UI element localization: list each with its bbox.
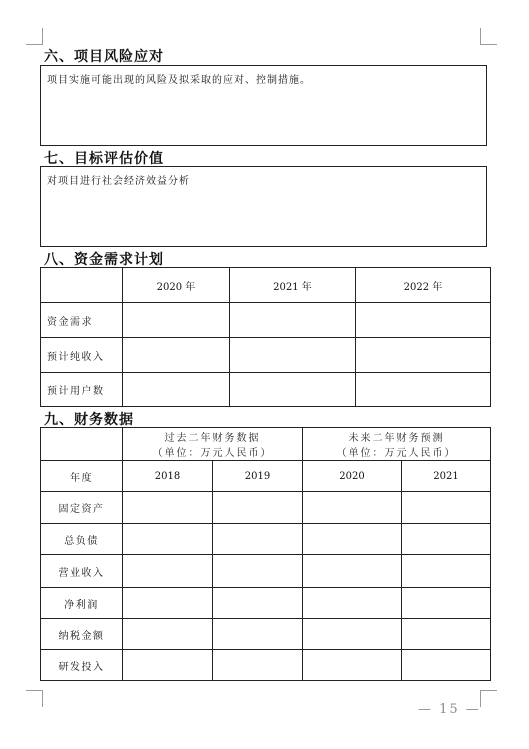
- crop-mark-bottom-left: [26, 690, 43, 707]
- row-label: 固定资产: [41, 492, 123, 524]
- section-6-text: 项目实施可能出现的风险及拟采取的应对、控制措施。: [47, 75, 311, 86]
- table-header-row: [41, 461, 491, 492]
- crop-mark-top-left: [26, 28, 43, 45]
- year-header: 2022 年: [356, 268, 491, 303]
- input-cell[interactable]: [123, 338, 230, 373]
- input-cell[interactable]: [402, 650, 491, 681]
- unit-label: （单位：万元人民币）: [152, 448, 273, 459]
- section-7-text: 对项目进行社会经济效益分析: [47, 176, 190, 187]
- row-label: 预计用户数: [41, 373, 123, 407]
- table-row: [41, 303, 491, 338]
- crop-mark-top-right: [480, 28, 497, 45]
- section-7-heading: 七、目标评估价值: [44, 151, 164, 167]
- year-header: 2020 年: [123, 268, 230, 303]
- year-header: 2019: [213, 461, 303, 492]
- input-cell[interactable]: [356, 303, 491, 338]
- row-label: 研发投入: [41, 650, 123, 681]
- unit-label: （单位：万元人民币）: [336, 448, 457, 459]
- input-cell[interactable]: [213, 555, 303, 588]
- row-label: 营业收入: [41, 555, 123, 588]
- past-group-label: 过去二年财务数据: [164, 433, 261, 444]
- row-label: 预计纯收入: [41, 338, 123, 373]
- table-row: [41, 650, 491, 681]
- row-label: 纳税金额: [41, 619, 123, 650]
- input-cell[interactable]: [123, 373, 230, 407]
- table-row: [41, 338, 491, 373]
- year-header: 2021: [402, 461, 491, 492]
- section-9-heading: 九、财务数据: [44, 412, 134, 428]
- section-7-textbox[interactable]: [40, 166, 487, 247]
- year-header: 2018: [123, 461, 213, 492]
- table-row: [41, 524, 491, 555]
- funding-plan-table: [40, 267, 491, 407]
- section-8-heading: 八、资金需求计划: [44, 252, 164, 268]
- section-6-textbox[interactable]: [40, 65, 487, 146]
- input-cell[interactable]: [303, 524, 402, 555]
- input-cell[interactable]: [303, 619, 402, 650]
- year-label: 年度: [41, 461, 123, 492]
- input-cell[interactable]: [123, 619, 213, 650]
- table-corner-cell: [41, 268, 123, 303]
- input-cell[interactable]: [402, 588, 491, 619]
- table-row: [41, 555, 491, 588]
- input-cell[interactable]: [230, 303, 356, 338]
- input-cell[interactable]: [213, 619, 303, 650]
- year-header: 2020: [303, 461, 402, 492]
- input-cell[interactable]: [402, 492, 491, 524]
- table-header-row: [41, 268, 491, 303]
- input-cell[interactable]: [303, 555, 402, 588]
- crop-mark-bottom-right: [480, 690, 497, 707]
- table-row: [41, 492, 491, 524]
- input-cell[interactable]: [123, 650, 213, 681]
- input-cell[interactable]: [303, 492, 402, 524]
- year-header: 2021 年: [230, 268, 356, 303]
- input-cell[interactable]: [402, 555, 491, 588]
- row-label: 资金需求: [41, 303, 123, 338]
- table-row: [41, 588, 491, 619]
- input-cell[interactable]: [123, 492, 213, 524]
- row-label: 净利润: [41, 588, 123, 619]
- row-label: 总负债: [41, 524, 123, 555]
- input-cell[interactable]: [303, 588, 402, 619]
- input-cell[interactable]: [402, 619, 491, 650]
- input-cell[interactable]: [123, 555, 213, 588]
- input-cell[interactable]: [356, 373, 491, 407]
- input-cell[interactable]: [213, 588, 303, 619]
- input-cell[interactable]: [230, 338, 356, 373]
- financial-data-table: [40, 427, 491, 681]
- past-financial-header: [123, 428, 303, 461]
- input-cell[interactable]: [213, 492, 303, 524]
- section-6-heading: 六、项目风险应对: [44, 49, 164, 65]
- input-cell[interactable]: [230, 373, 356, 407]
- input-cell[interactable]: [303, 650, 402, 681]
- table-row: [41, 373, 491, 407]
- input-cell[interactable]: [123, 303, 230, 338]
- table-group-header-row: [41, 428, 491, 461]
- input-cell[interactable]: [356, 338, 491, 373]
- input-cell[interactable]: [123, 524, 213, 555]
- table-corner-cell: [41, 428, 123, 461]
- future-financial-header: [303, 428, 491, 461]
- input-cell[interactable]: [213, 524, 303, 555]
- page-number: — 15 —: [418, 702, 481, 717]
- table-row: [41, 619, 491, 650]
- input-cell[interactable]: [213, 650, 303, 681]
- input-cell[interactable]: [123, 588, 213, 619]
- future-group-label: 未来二年财务预测: [348, 433, 445, 444]
- input-cell[interactable]: [402, 524, 491, 555]
